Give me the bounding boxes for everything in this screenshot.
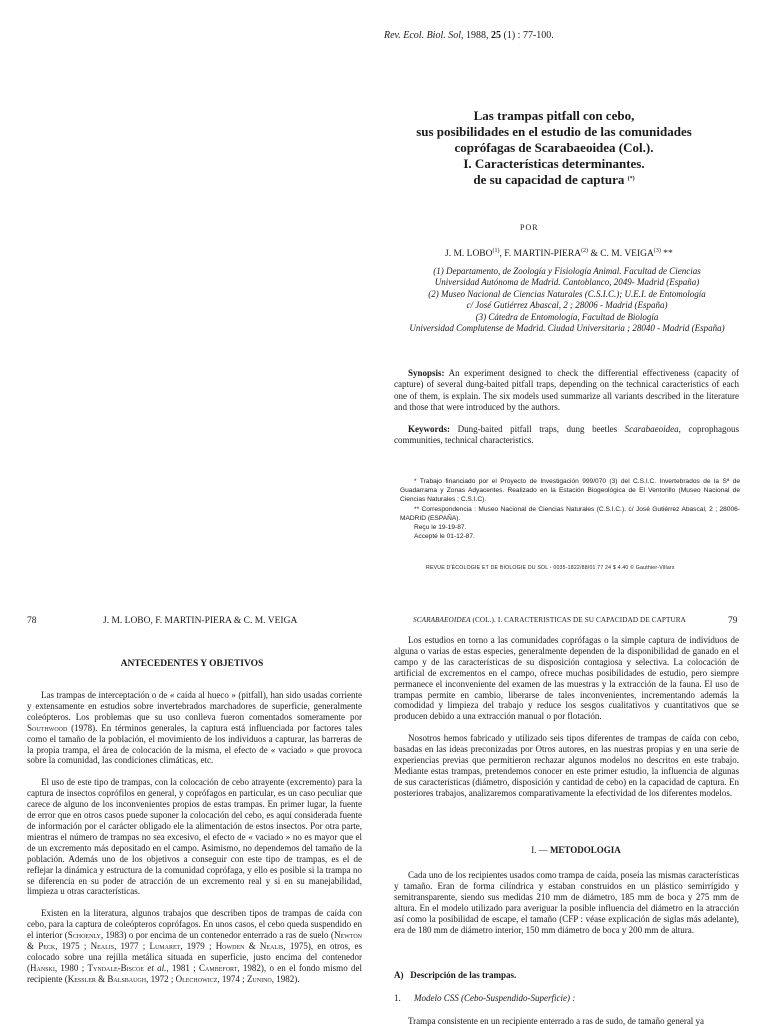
- journal-abbrev: Rev. Ecol. Biol. Sol: [384, 30, 462, 41]
- keywords: Keywords: Dung-baited pitfall traps, dung beetles Scarabaeoidea, coprophagous communities, technical characteristics.: [394, 424, 739, 446]
- title-line-1: Las trampas pitfall con cebo,: [473, 108, 635, 123]
- model-css-item: 1. Modelo CSS (Cebo-Suspendido-Superficie) :: [394, 993, 576, 1003]
- title-note-mark: (*): [627, 176, 635, 182]
- synopsis-label: Synopsis:: [408, 368, 445, 378]
- paragraph: Existen en la literatura, algunos trabajos que describen tipos de trampas de caída con cebo, para la captura de coleópteros coprófagos. En unos casos, el cebo queda suspendido en el interior (Schoenly, 1983) o por encima de un contenedor enterrado a ras de suelo (Newton & Peck, 1975 ; Nealis, 1977 ; Lumaret, 1979 ; Howden & Nealis, 1975), en otros, es colocado sobre una rejilla metálica situada en superficie, justo encima del contenedor (Hanski, 1980 ; Tyndale-Biscoe et al., 1981 ; Cambefort, 1982), o en el fondo mismo del recipiente (Kessler & Balsbaugh, 1972 ; Olechowicz, 1974 ; Zunino, 1982).: [27, 908, 362, 984]
- affiliation-line: Universidad Autónoma de Madrid. Cantoblanco, 2049- Madrid (España): [434, 277, 700, 288]
- methodology-text: [394, 870, 739, 935]
- affiliations: [394, 266, 740, 334]
- author-lobo: J. M. LOBO: [445, 249, 493, 259]
- paragraph: Nosotros hemos fabricado y utilizado seis tipos diferentes de trampas de caída con cebo, basadas en las ideas preconizadas por Otros autores, en las nuestras propias y en una serie de experiencias previas que permitieron rechazar algunos modelos no descritos en este trabajo. Mediante estas trampas, pretendemos conocer en este primer estudio, la influencia de algunas de sus características (diámetro, disposición y cantidad de cebo) en la capacidad de captura. En posteriores trabajos, analizaremos comparativamente la efectividad de los diferentes modelos.: [394, 733, 739, 798]
- synopsis-text: An experiment designed to check the differential effectiveness (capacity of capture) of several dung-baited pitfall traps, depending on the technical caracteristics of each one of them, is explain. The six models used summarize all variants described in the literature and those that were introduced by the authors.: [394, 368, 739, 413]
- journal-volume: 25: [491, 30, 502, 41]
- journal-year: , 1988,: [461, 30, 492, 41]
- citation: Southwood: [27, 722, 68, 733]
- title-line-5: de su capacidad de captura (*): [473, 172, 635, 187]
- publisher-line: REVUE D'ÉCOLOGIE ET DE BIOLOGIE DU SOL - 0035-1822/88/01 77 24 $ 4.40 © Gauthier-Villars: [426, 565, 675, 571]
- author-veiga: & C. M. VEIGA: [588, 249, 654, 259]
- running-head-right: SCARABAEOIDEA (COL.). I. CARACTERISTICAS DE SU CAPACIDAD DE CAPTURA: [413, 616, 686, 624]
- footnotes: [400, 477, 740, 541]
- por-label: POR: [520, 223, 539, 232]
- footnote-funding: * Trabajo financiado por el Proyecto de Investigación 999/070 (3) del C.S.I.C. Invertebrados de la Sª de Guadarrama y Zonas Adyacentes. Realizado en la Estación Biogeológica de El Ventorillo (Museo Nacional de Ciencias Naturales ; C.S.I.C).: [400, 478, 740, 504]
- title-line-4: I. Características determinantes.: [463, 156, 645, 171]
- journal-pages: (1) : 77-100.: [501, 30, 554, 41]
- paragraph: Cada uno de los recipientes usados como trampa de caída, poseía las mismas características y tamaño. Eran de forma cilíndrica y estaban construidos en un plástico semirrígido y semitransparente, siendo sus medidas 210 mm de diámetro, 185 mm de boca y 275 mm de altura. En el modelo utilizado para averiguar la posible influencia del diámetro en la atracción así como la posibilidad de escape, el tamaño (CFP : véase explicación de siglas más adelante), era de 180 mm de diámetro interior, 150 mm diámetro de boca y 200 mm de altura.: [394, 870, 739, 935]
- page-number-78: 78: [27, 616, 37, 626]
- trailing-line: Trampa consistente en un recipiente enterrado a ras de sudo, de tamaño general ya: [408, 1016, 705, 1026]
- affiliation-line: (1) Departamento, de Zoología y Fisiología Animal. Facultad de Ciencias: [433, 266, 701, 276]
- subheading-descripcion: A) Descripción de las trampas.: [394, 970, 517, 980]
- paragraph: El uso de este tipo de trampas, con la colocación de cebo atrayente (excremento) para la captura de insectos coprófilos en general, y coprófagos en particular, es un caso peculiar que carece de alguno de los inconvenientes propios de estas trampas. En primer lugar, la fuente de error que en otros casos puede suponer la colocación del cebo, es aquí considerada fuente de información por el carácter obligado ele la alimentación de estos insectos. Por otra parte, mientras el número de trampas no sea excesivo, el efecto de « vaciado » no es mayor que el de un excremento más depositado en el campo. Asimismo, no dependemos del tamaño de la población. Además uno de los objetivos a conseguir con este tipo de trampas, es el de reflejar la dinámica y estructura de la comunidad coprófaga, y ello es posible si la trampa no se diferencia en su poder de atracción de un excremento real y si en su manejabilidad, limpieza u otras características.: [27, 777, 362, 897]
- paragraph: Los estudios en torno a las comunidades coprófagas o la simple captura de individuos de alguna o varias de estas especies, generalmente dependen de la disponibilidad de ganado en el campo y de las características de su disposición contagiosa y selectiva. La colocación de artificial de excrementos en el campo, ofrece muchas posibilidades de estudio, pero siempre permanece el inconveniente del examen de las muestras y la extracción de la fauna. El uso de trampas permite en cambio, liberarse de tales inconvenientes, incrementando además la comodidad y limpieza del trabajo y reduce los sesgos cualitativos y cuantitativos que se producen debido a una extracción manual o por flotación.: [394, 635, 739, 722]
- section-heading-antecedentes: ANTECEDENTES Y OBJETIVOS: [120, 659, 264, 669]
- title-line-3: coprófagas de Scarabaeoidea (Col.).: [454, 140, 654, 155]
- accepted-date: Accepté le 01-12-87.: [414, 533, 475, 541]
- affiliation-line: (2) Museo Nacional de Ciencias Naturales (C.S.I.C.); U.E.I. de Entomología: [428, 288, 706, 299]
- journal-citation: [384, 30, 554, 41]
- affiliation-line: Universidad Complutense de Madrid. Ciudad Universitaria ; 28040 - Madrid (España): [409, 323, 725, 334]
- right-column-intro: [394, 635, 739, 799]
- paragraph: Las trampas de interceptación o de « caída al hueco » (pitfall), han sido usadas corriente y extensamente en estudios sobre invertebrados marchadores de superficie, generalmente coleópteros. Los problemas que su uso conlleva fueron comentados someramente por Southwood (1978). En términos generales, la captura está influenciada por factores tales como el tamaño de la población, el movimiento de los individuos a capturar, las barreras de la propia trampa, el área de colocación de la misma, el efecto de « vaciado » que provoca sobre la comunidad, las condiciones climáticas, etc.: [27, 690, 362, 766]
- author-martin-piera: , F. MARTIN-PIERA: [499, 249, 582, 259]
- article-title: [370, 108, 738, 188]
- left-column-text: [27, 690, 362, 985]
- author-list: J. M. LOBO$^{(1)}$, F. MARTIN-PIERA$^{(2)}$ & C. M. VEIGA$^{(3)}$ **: [445, 248, 673, 259]
- title-line-2: sus posibilidades en el estudio de las comunidades: [416, 124, 692, 139]
- synopsis: [394, 368, 739, 414]
- affiliation-line: (3) Cátedra de Entomología, Facultad de Biología: [475, 311, 659, 322]
- running-head-left: J. M. LOBO, F. MARTIN-PIERA & C. M. VEIGA: [103, 616, 298, 626]
- page-number-79: 79: [728, 616, 738, 626]
- affiliation-line: c/ José Gutiérrez Abascal, 2 ; 28006 - Madrid (España): [466, 300, 668, 311]
- section-heading-metodologia: I. — METODOLOGIA: [531, 845, 621, 855]
- footnote-correspondence: ** Correspondencia : Museo Nacional de Ciencias Naturales (C.S.I.C.). c/ José Gutiérrez Abascal, 2 ; 28006-MADRID (ESPAÑA).: [400, 505, 740, 522]
- received-date: Reçu le 19-19-87.: [414, 524, 467, 532]
- keywords-label: Keywords:: [408, 424, 450, 434]
